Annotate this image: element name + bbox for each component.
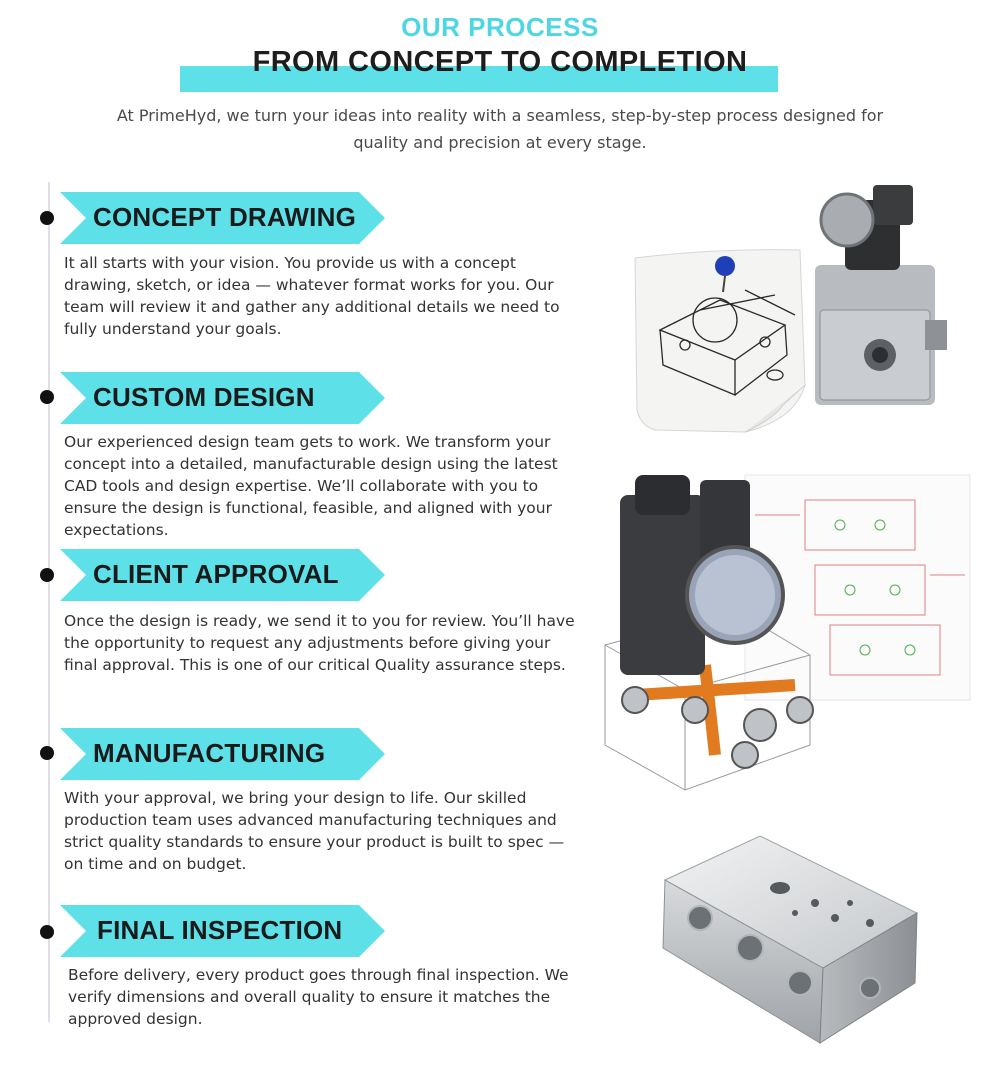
timeline-dot — [40, 746, 54, 760]
section-title: FROM CONCEPT TO COMPLETION — [252, 46, 748, 78]
concept-sketch-image — [625, 180, 955, 440]
step-title: MANUFACTURING — [93, 738, 326, 768]
step-title: FINAL INSPECTION — [97, 915, 343, 945]
intro-paragraph: At PrimeHyd, we turn your ideas into reality with a seamless, step-by-step process designed for quality and precision at every stage. — [116, 106, 884, 152]
step-title: CUSTOM DESIGN — [93, 382, 315, 412]
manufactured-block-image — [655, 818, 925, 1053]
timeline-dot — [40, 390, 54, 404]
step-description: With your approval, we bring your design to life. Our skilled production team uses advanced manufacturing techniques and strict quality standards to ensure your product is built to spec — on time and on budget. — [64, 789, 565, 873]
timeline-line — [48, 182, 50, 1022]
step-description: Before delivery, every product goes through final inspection. We verify dimensions and overall quality to ensure it matches the approved design. — [68, 966, 569, 1028]
timeline-dot — [40, 211, 54, 225]
step-title: CLIENT APPROVAL — [93, 559, 339, 589]
step-title: CONCEPT DRAWING — [93, 202, 356, 232]
step-description: Our experienced design team gets to work. We transform your concept into a detailed, manufacturable design using the latest CAD tools and design expertise. We’ll collaborate with you to ensure the design is functional, feasible, and aligned with your expectations. — [64, 433, 558, 539]
cad-design-image — [595, 455, 975, 800]
step-description: Once the design is ready, we send it to you for review. You’ll have the opportunity to request any adjustments before giving your final approval. This is one of our critical Quality assurance steps. — [64, 612, 575, 674]
timeline-dot — [40, 568, 54, 582]
step-description: It all starts with your vision. You provide us with a concept drawing, sketch, or idea — whatever format works for you. Our team will review it and gather any additional details we need to fully understand your goals. — [64, 254, 560, 338]
push-pin-icon — [715, 256, 735, 276]
section-kicker: OUR PROCESS — [401, 12, 599, 42]
timeline-dot — [40, 925, 54, 939]
